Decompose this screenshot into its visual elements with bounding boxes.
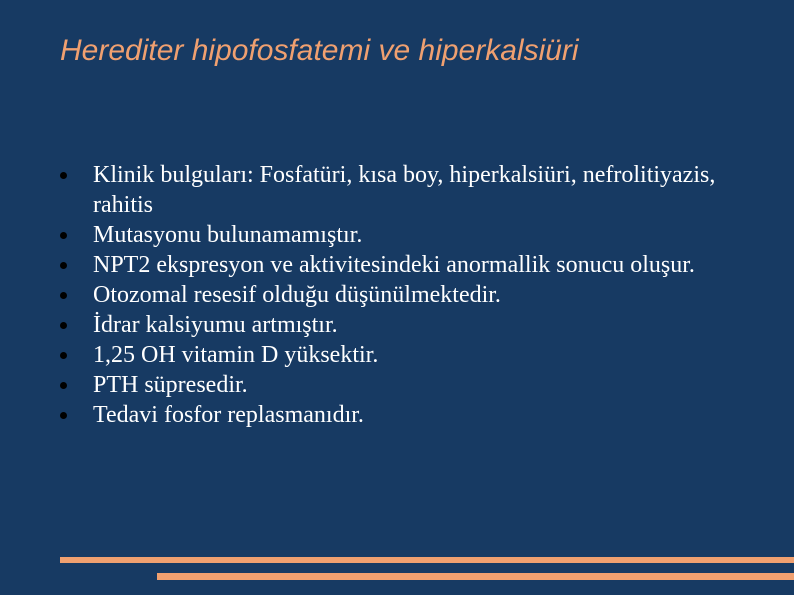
bullet-dot-icon [60, 322, 67, 329]
bullet-item [60, 220, 760, 250]
bullet-item [60, 160, 760, 220]
bullet-text: PTH süpresedir. [93, 372, 248, 398]
decorative-rule-top [60, 557, 794, 563]
bullet-item [60, 250, 760, 280]
bullet-text: NPT2 ekspresyon ve aktivitesindeki anormallik sonucu oluşur. [93, 252, 695, 278]
decorative-rule-bottom [157, 573, 794, 580]
slide-title: Herediter hipofosfatemi ve hiperkalsiüri [60, 34, 579, 67]
bullet-item [60, 370, 760, 400]
bullet-item [60, 400, 760, 430]
bullet-dot-icon [60, 382, 67, 389]
bullet-dot-icon [60, 412, 67, 419]
bullet-text: Klinik bulguları: Fosfatüri, kısa boy, hiperkalsiüri, nefrolitiyazis, rahitis [93, 162, 716, 218]
bullet-dot-icon [60, 292, 67, 299]
bullet-text: Otozomal resesif olduğu düşünülmektedir. [93, 282, 501, 308]
bullet-dot-icon [60, 262, 67, 269]
bullet-text: Tedavi fosfor replasmanıdır. [93, 402, 364, 428]
bullet-dot-icon [60, 352, 67, 359]
bullet-item [60, 340, 760, 370]
bullet-text: İdrar kalsiyumu artmıştır. [93, 312, 338, 338]
bullet-text: 1,25 OH vitamin D yüksektir. [93, 342, 379, 368]
bullet-dot-icon [60, 232, 67, 239]
bullet-item [60, 280, 760, 310]
bullet-list [60, 160, 760, 430]
bullet-text: Mutasyonu bulunamamıştır. [93, 222, 363, 248]
bullet-dot-icon [60, 172, 67, 179]
bullet-item [60, 310, 760, 340]
